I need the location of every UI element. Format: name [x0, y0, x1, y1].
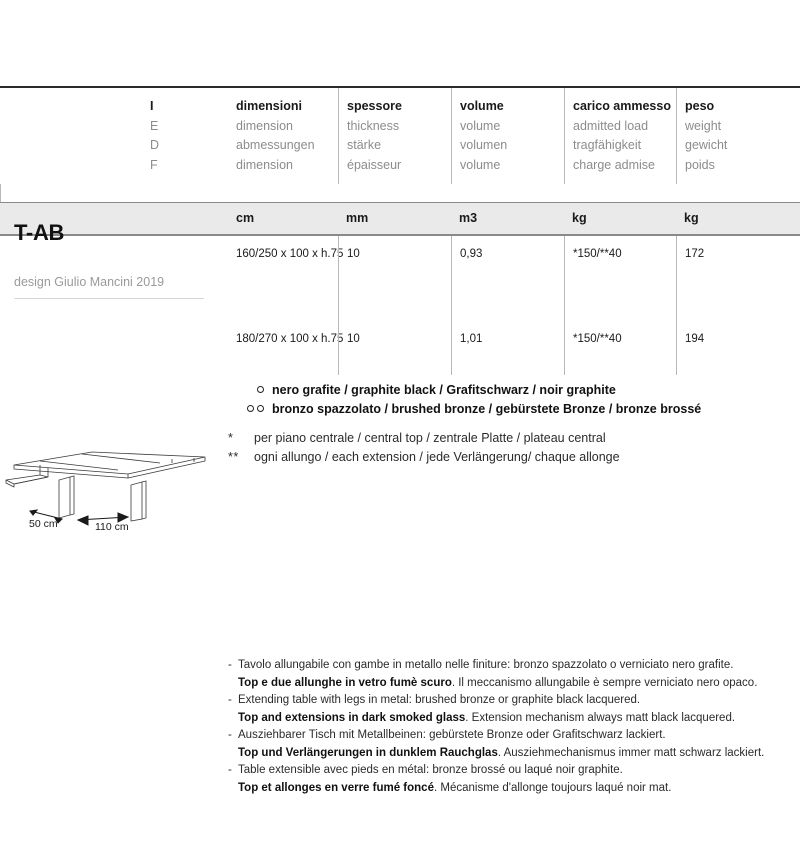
unit-weight: kg: [684, 211, 699, 225]
gap-thickness: [338, 262, 451, 321]
tail-thickness: [338, 347, 451, 375]
description-emphasis: Top and extensions in dark smoked glass: [238, 711, 466, 724]
description-text: Extending table with legs in metal: brushed bronze or graphite black lacquered.: [238, 694, 641, 706]
footnote-marker: **: [228, 450, 239, 464]
table-row: [0, 321, 800, 347]
row1-volume: 0,93: [451, 236, 564, 262]
gap-load: [564, 262, 676, 321]
description-line: [228, 780, 788, 798]
language-code-e: E: [150, 118, 159, 133]
description-text: Tavolo allungabile con gambe in metallo nelle finiture: bronzo spazzolato o verniciato nero grafite.: [238, 659, 734, 671]
term-thickness-en: thickness: [347, 118, 400, 133]
header-column-thickness: [338, 88, 451, 184]
table-row-tail: [0, 347, 800, 375]
footnote-list: [228, 429, 620, 467]
header-spacer: [192, 88, 228, 184]
tail-volume: [451, 347, 564, 375]
row2-thickness: 10: [338, 321, 451, 347]
header-column-weight: [676, 88, 800, 184]
finish-options: [236, 381, 701, 419]
description-emphasis: Top und Verlängerungen in dunklem Rauchglas: [238, 746, 498, 759]
gap-dimensions: [228, 262, 338, 321]
row2-dimensions: 180/270 x 100 x h.75: [236, 333, 344, 345]
bullet-dash-icon: -: [228, 729, 232, 741]
dimension-label-span: 110 cm: [95, 521, 129, 533]
header-column-trailing: [0, 184, 192, 202]
description-list: [228, 657, 788, 797]
description-text: . Il meccanismo allungabile è sempre verniciato nero opaco.: [451, 676, 758, 689]
description-line: [228, 710, 788, 728]
finish-label: nero grafite / graphite black / Grafitschwarz / noir graphite: [272, 382, 616, 397]
row1-weight: 172: [676, 236, 800, 262]
description-line: [228, 657, 788, 675]
row2-spacer-b: [192, 321, 228, 347]
row1-dimensions: 160/250 x 100 x h.75: [236, 248, 344, 260]
header-language-codes: [0, 88, 192, 184]
list-item: [236, 400, 701, 417]
tail-weight: [676, 347, 800, 375]
term-dimensions-en: dimension: [236, 118, 293, 133]
term-volume-it: volume: [460, 99, 504, 113]
description-emphasis: Top e due allunghe in vetro fumè scuro: [238, 676, 452, 689]
term-load-de: tragfähigkeit: [573, 138, 642, 152]
designer-credit: design Giulio Mancini 2019: [14, 274, 204, 299]
term-thickness-it: spessore: [347, 99, 402, 113]
term-dimensions-fr: dimension: [236, 157, 293, 172]
term-load-it: carico ammesso: [573, 99, 671, 113]
bullet-dash-icon: -: [228, 659, 232, 671]
term-volume-fr: volume: [460, 157, 501, 172]
term-load-en: admitted load: [573, 118, 649, 133]
dimension-label-leg: 50 cm: [29, 518, 58, 530]
description-text: Table extensible avec pieds en métal: bronze brossé ou laqué noir graphite.: [238, 764, 623, 776]
footnote-text: per piano centrale / central top / zentrale Platte / plateau central: [254, 431, 606, 445]
term-volume-en: volume: [460, 118, 501, 133]
tail-load: [564, 347, 676, 375]
unit-thickness: mm: [346, 211, 369, 225]
header-column-volume: [451, 88, 564, 184]
description-line: [228, 727, 788, 745]
row2-spacer-a: [0, 321, 192, 347]
row2-weight: 194: [676, 321, 800, 347]
circle-marker-icon: [247, 405, 254, 412]
unit-admitted-load: kg: [572, 211, 587, 225]
circle-marker-icon: [257, 405, 264, 412]
footnote-item: [228, 448, 620, 467]
footnote-text: ogni allungo / each extension / jede Verlängerung/ chaque allonge: [254, 450, 620, 464]
gap-volume: [451, 262, 564, 321]
header-column-admitted-load: [564, 88, 676, 184]
description-line: [228, 762, 788, 780]
tail-spacer-a: [0, 347, 192, 375]
header-column-dimensions: [228, 88, 338, 184]
row1-admitted-load: *150/**40: [564, 236, 676, 262]
description-text: . Extension mechanism always matt black lacquered.: [465, 711, 736, 724]
finish-marker-group: [236, 386, 264, 393]
tail-dimensions: [228, 347, 338, 375]
footnote-item: [228, 429, 620, 448]
term-weight-fr: poids: [685, 157, 715, 172]
table-header: [0, 88, 800, 202]
unit-dimensions: cm: [236, 211, 255, 225]
description-line: [228, 675, 788, 693]
description-line: [228, 745, 788, 763]
description-italian: [228, 657, 788, 692]
term-thickness-de: stärke: [347, 138, 382, 152]
description-text: . Ausziehmechanismus immer matt schwarz lackiert.: [497, 746, 765, 759]
unit-volume: m3: [459, 211, 478, 225]
bullet-dash-icon: -: [228, 764, 232, 776]
gap-weight: [676, 262, 800, 321]
term-weight-it: peso: [685, 99, 715, 113]
term-dimensions-it: dimensioni: [236, 99, 302, 113]
list-item: [236, 381, 701, 398]
term-dimensions-de: abmessungen: [236, 138, 315, 152]
language-code-i: I: [150, 99, 154, 113]
tail-spacer-b: [192, 347, 228, 375]
product-block: [14, 220, 204, 299]
term-volume-de: volumen: [460, 138, 508, 152]
description-text: . Mécanisme d'allonge toujours laqué noir mat.: [433, 781, 672, 794]
circle-marker-icon: [257, 386, 264, 393]
language-code-d: D: [150, 138, 160, 152]
finish-marker-group: [236, 405, 264, 412]
page-title: T-AB: [14, 220, 65, 245]
term-weight-de: gewicht: [685, 138, 728, 152]
term-load-fr: charge admise: [573, 157, 655, 172]
footnote-marker: *: [228, 431, 234, 445]
language-code-f: F: [150, 157, 158, 172]
row2-admitted-load: *150/**40: [564, 321, 676, 347]
row2-volume: 1,01: [451, 321, 564, 347]
description-text: Ausziehbarer Tisch mit Metallbeinen: gebürstete Bronze oder Grafitschwarz lackiert.: [238, 729, 666, 741]
description-line: [228, 692, 788, 710]
term-thickness-fr: épaisseur: [347, 157, 402, 172]
bullet-dash-icon: -: [228, 694, 232, 706]
description-french: [228, 762, 788, 797]
description-english: [228, 692, 788, 727]
description-german: [228, 727, 788, 762]
row1-thickness: 10: [338, 236, 451, 262]
term-weight-en: weight: [685, 118, 722, 133]
finish-label: bronzo spazzolato / brushed bronze / gebürstete Bronze / bronze brossé: [272, 401, 702, 416]
description-emphasis: Top et allonges en verre fumé foncé: [238, 781, 434, 794]
